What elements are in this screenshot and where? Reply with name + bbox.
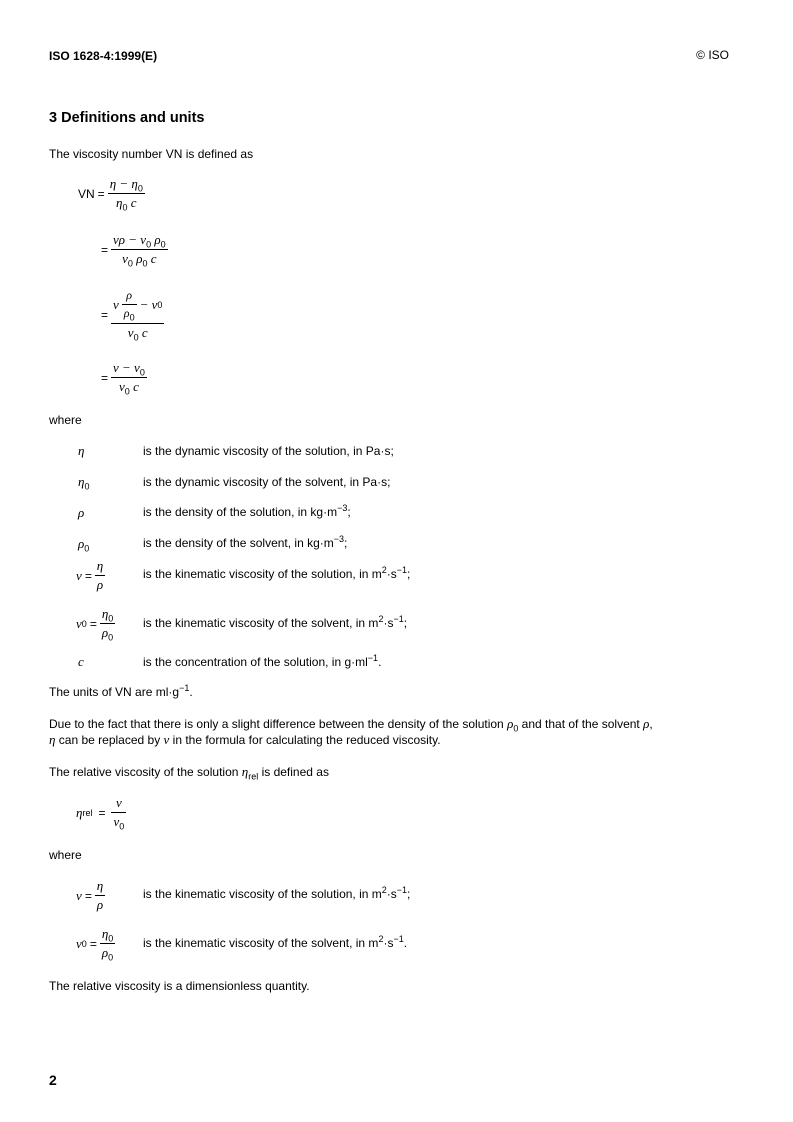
vn-symbol: VN <box>78 186 95 201</box>
def-symbol: c <box>78 654 84 669</box>
equation-line-3: = ν $\frac{\rho}{\rho_0}$ − ν 0 $\nu_0$ c <box>101 288 163 343</box>
page-number: 2 <box>49 1072 57 1088</box>
def-symbol: ν 0 = $\frac{\eta_0}{\rho_0}$ <box>76 606 114 643</box>
closing-text: The relative viscosity is a dimensionless quantity. <box>49 979 310 993</box>
def-text: is the kinematic viscosity of the solvent, in $m^2\cdot s^{-1}$. <box>143 934 408 950</box>
def-text: is the dynamic viscosity of the solvent, in Pa·s; <box>143 475 391 489</box>
relative-viscosity-intro: The relative viscosity of the solution $\eta_{rel}$ is defined as <box>49 764 329 782</box>
def-text: is the kinematic viscosity of the solution, in $m^2\cdot s^{-1}$; <box>143 885 411 901</box>
def-symbol: $\rho_0$ <box>78 536 90 554</box>
intro-text: The viscosity number VN is defined as <box>49 147 254 161</box>
fraction: $\frac{\nu\rho - \nu_0 \rho_0}{\nu_0 \rho_0 c}$ <box>113 232 166 269</box>
section-title: 3 Definitions and units <box>49 110 205 126</box>
relative-viscosity-equation: η rel = $\frac{\nu}{\nu_0}$ <box>76 795 125 832</box>
fraction: $\frac{\nu - \nu_0}{\nu_0 c}$ <box>113 360 145 397</box>
compound-fraction: ν $\frac{\rho}{\rho_0}$ − ν 0 $\nu_0$ c <box>113 288 163 343</box>
def-text: is the density of the solution, in $kg\cdot m^{-3}$; <box>143 503 351 519</box>
equation-line-4: = $\frac{\nu - \nu_0}{\nu_0 c}$ <box>101 360 145 397</box>
def-symbol: ν = $\frac{\eta}{\rho}$ <box>76 558 104 592</box>
def-text: is the concentration of the solution, in $g\cdot ml^{-1}$. <box>143 653 382 669</box>
def-text: is the kinematic viscosity of the solvent, in $m^2\cdot s^{-1}$; <box>143 614 408 630</box>
fraction: $\frac{\eta - \eta_0}{\eta_0 c}$ <box>109 176 143 213</box>
paragraph: Due to the fact that there is only a slight difference between the density of the solution $\rho_0$ and that of the solvent ρ, η can be replaced by ν in the formula for calculating the reduced viscosity. <box>49 716 653 747</box>
equation-line-1: VN = $\frac{\eta - \eta_0}{\eta_0 c}$ <box>78 176 143 213</box>
def-text: is the dynamic viscosity of the solution, in Pa·s; <box>143 444 394 458</box>
where-label: where <box>49 413 82 427</box>
def-symbol: ν 0 = $\frac{\eta_0}{\rho_0}$ <box>76 926 114 963</box>
def-text: is the density of the solvent, in $kg\cdot m^{-3}$; <box>143 534 348 550</box>
def-symbol: ρ <box>78 505 85 520</box>
def-text: is the kinematic viscosity of the solution, in $m^2\cdot s^{-1}$; <box>143 565 411 581</box>
document-id: ISO 1628-4:1999(E) <box>49 49 158 63</box>
def-symbol: η <box>78 443 85 458</box>
def-symbol: ν = $\frac{\eta}{\rho}$ <box>76 878 104 912</box>
equation-line-2: = $\frac{\nu\rho - \nu_0 \rho_0}{\nu_0 \rho_0 c}$ <box>101 232 166 269</box>
def-symbol: $\eta_0$ <box>78 474 90 492</box>
copyright-notice: © ISO <box>696 48 729 62</box>
where-label: where <box>49 848 82 862</box>
units-text: The units of VN are $ml\cdot g^{-1}$. <box>49 683 193 699</box>
